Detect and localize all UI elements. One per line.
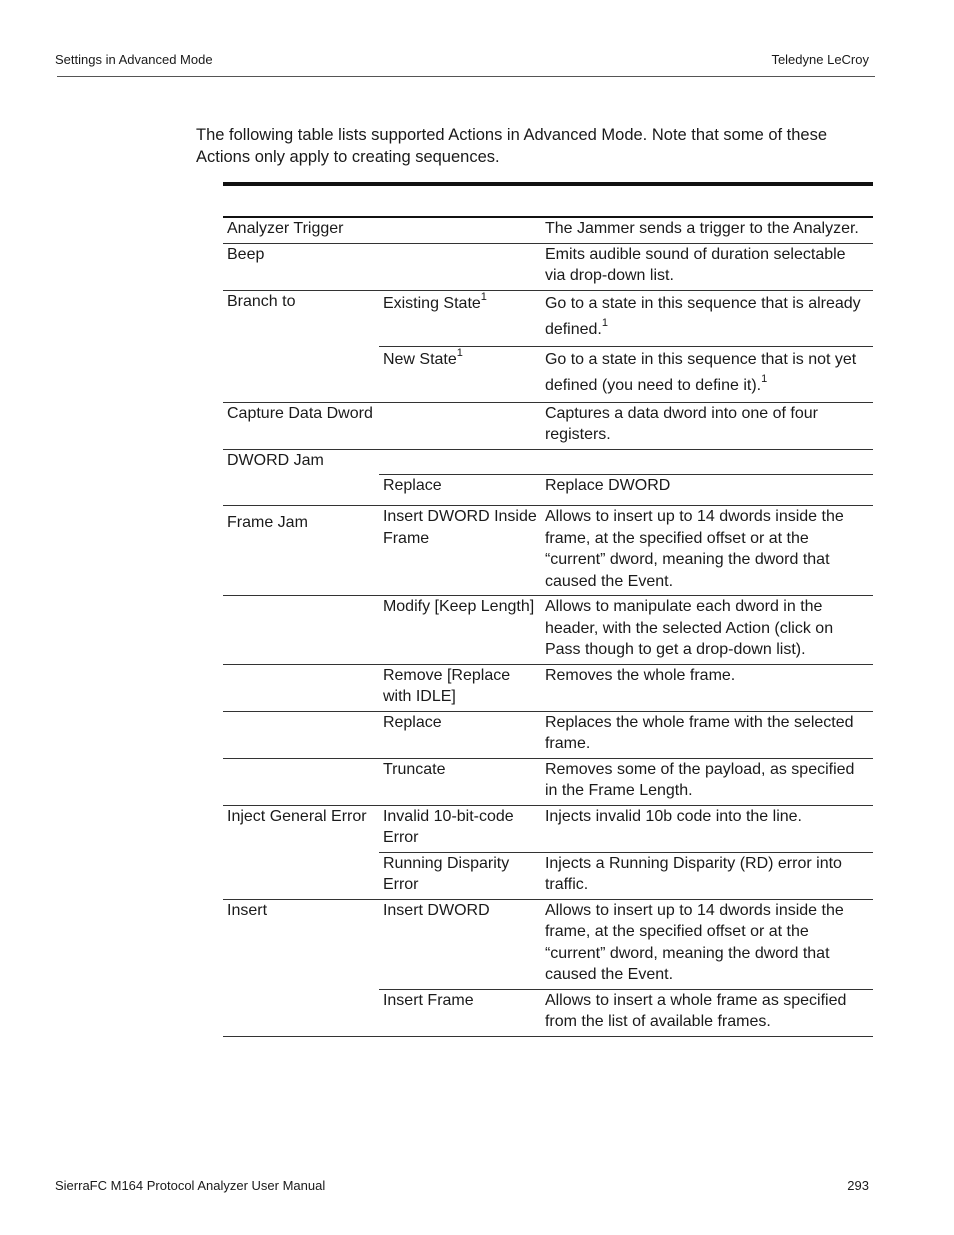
footnote-marker: 1 bbox=[456, 346, 463, 359]
action-description: Injects invalid 10b code into the line. bbox=[541, 805, 873, 852]
sub-action bbox=[379, 402, 541, 449]
table-row bbox=[223, 852, 873, 899]
footnote-marker: 1 bbox=[601, 316, 608, 329]
sub-action: Insert Frame bbox=[379, 989, 541, 1036]
table-row bbox=[223, 474, 873, 506]
action-name bbox=[223, 758, 379, 805]
sub-action: Invalid 10-bit-code Error bbox=[379, 805, 541, 852]
action-description: Allows to manipulate each dword in the header, with the selected Action (click on Pass though to get a drop-down list). bbox=[541, 596, 873, 665]
intro-paragraph: The following table lists supported Actions in Advanced Mode. Note that some of these Actions only apply to creating sequences. bbox=[196, 125, 828, 166]
action-description bbox=[541, 449, 873, 474]
sub-action: Remove [Replace with IDLE] bbox=[379, 664, 541, 711]
sub-action: Insert DWORD Inside Frame bbox=[379, 506, 541, 596]
sub-action bbox=[379, 218, 541, 243]
action-description: Captures a data dword into one of four registers. bbox=[541, 402, 873, 449]
action-name bbox=[223, 346, 379, 402]
table-row bbox=[223, 805, 873, 852]
table-row bbox=[223, 596, 873, 665]
footer-page-number: 293 bbox=[847, 1178, 869, 1193]
action-name: Beep bbox=[223, 243, 379, 290]
sub-action-text: New State bbox=[382, 350, 457, 368]
action-description bbox=[541, 290, 873, 346]
sub-action: Modify [Keep Length] bbox=[379, 596, 541, 665]
table-row bbox=[223, 989, 873, 1036]
action-description: Removes the whole frame. bbox=[541, 664, 873, 711]
action-description: The Jammer sends a trigger to the Analyzer. bbox=[544, 220, 859, 237]
table-row bbox=[223, 449, 873, 474]
table-row bbox=[223, 711, 873, 758]
description-text: Go to a state in this sequence that is already defined. bbox=[544, 294, 861, 338]
table-row bbox=[223, 346, 873, 402]
table-row bbox=[223, 899, 873, 989]
action-description: Allows to insert up to 14 dwords inside the frame, at the specified offset or at the “current” dword, meaning the dword that caused the Event. bbox=[541, 506, 873, 596]
action-description: Replaces the whole frame with the selected frame. bbox=[541, 711, 873, 758]
action-name: Branch to bbox=[223, 290, 379, 346]
action-description: Injects a Running Disparity (RD) error into traffic. bbox=[541, 852, 873, 899]
sub-action-text: Existing State bbox=[382, 294, 481, 312]
sub-action: Replace bbox=[379, 711, 541, 758]
footer-manual-title: SierraFC M164 Protocol Analyzer User Manual bbox=[55, 1178, 326, 1193]
table-row bbox=[223, 218, 873, 243]
description-text: Go to a state in this sequence that is not yet defined (you need to define it). bbox=[544, 350, 857, 394]
action-name bbox=[223, 664, 379, 711]
action-name bbox=[223, 596, 379, 665]
action-description: Removes some of the payload, as specified in the Frame Length. bbox=[541, 758, 873, 805]
action-name: Analyzer Trigger bbox=[227, 220, 344, 237]
table-row bbox=[223, 290, 873, 346]
action-description: Replace DWORD bbox=[541, 474, 873, 506]
action-description: Emits audible sound of duration selectable via drop-down list. bbox=[541, 243, 873, 290]
action-name: Inject General Error bbox=[223, 805, 379, 852]
action-name bbox=[223, 474, 379, 506]
table-row bbox=[223, 664, 873, 711]
sub-action bbox=[379, 243, 541, 290]
sub-action: Running Disparity Error bbox=[379, 852, 541, 899]
footnote-marker: 1 bbox=[761, 372, 768, 385]
sub-action: Insert DWORD bbox=[379, 899, 541, 989]
action-name: DWORD Jam bbox=[223, 449, 379, 474]
header-divider bbox=[57, 76, 875, 77]
action-description bbox=[541, 346, 873, 402]
table-row bbox=[223, 758, 873, 805]
table-row bbox=[223, 243, 873, 290]
sub-action: Replace bbox=[379, 474, 541, 506]
sub-action bbox=[379, 449, 541, 474]
action-name bbox=[223, 711, 379, 758]
running-header-company: Teledyne LeCroy bbox=[771, 52, 869, 67]
footnote-marker: 1 bbox=[480, 290, 487, 303]
sub-action: Truncate bbox=[379, 758, 541, 805]
table-top-rule bbox=[223, 182, 873, 186]
action-name bbox=[223, 989, 379, 1036]
action-name: Capture Data Dword bbox=[223, 402, 379, 449]
table-row bbox=[223, 506, 873, 596]
sub-action bbox=[379, 346, 541, 402]
action-description: Allows to insert up to 14 dwords inside the frame, at the specified offset or at the “current” dword, meaning the dword that caused the Event. bbox=[541, 899, 873, 989]
running-header-section: Settings in Advanced Mode bbox=[55, 52, 213, 67]
action-description: Allows to insert a whole frame as specified from the list of available frames. bbox=[541, 989, 873, 1036]
actions-table bbox=[223, 218, 873, 1037]
sub-action bbox=[379, 290, 541, 346]
action-name: Insert bbox=[223, 899, 379, 989]
action-name bbox=[223, 852, 379, 899]
action-name: Frame Jam bbox=[223, 506, 379, 596]
table-row bbox=[223, 402, 873, 449]
